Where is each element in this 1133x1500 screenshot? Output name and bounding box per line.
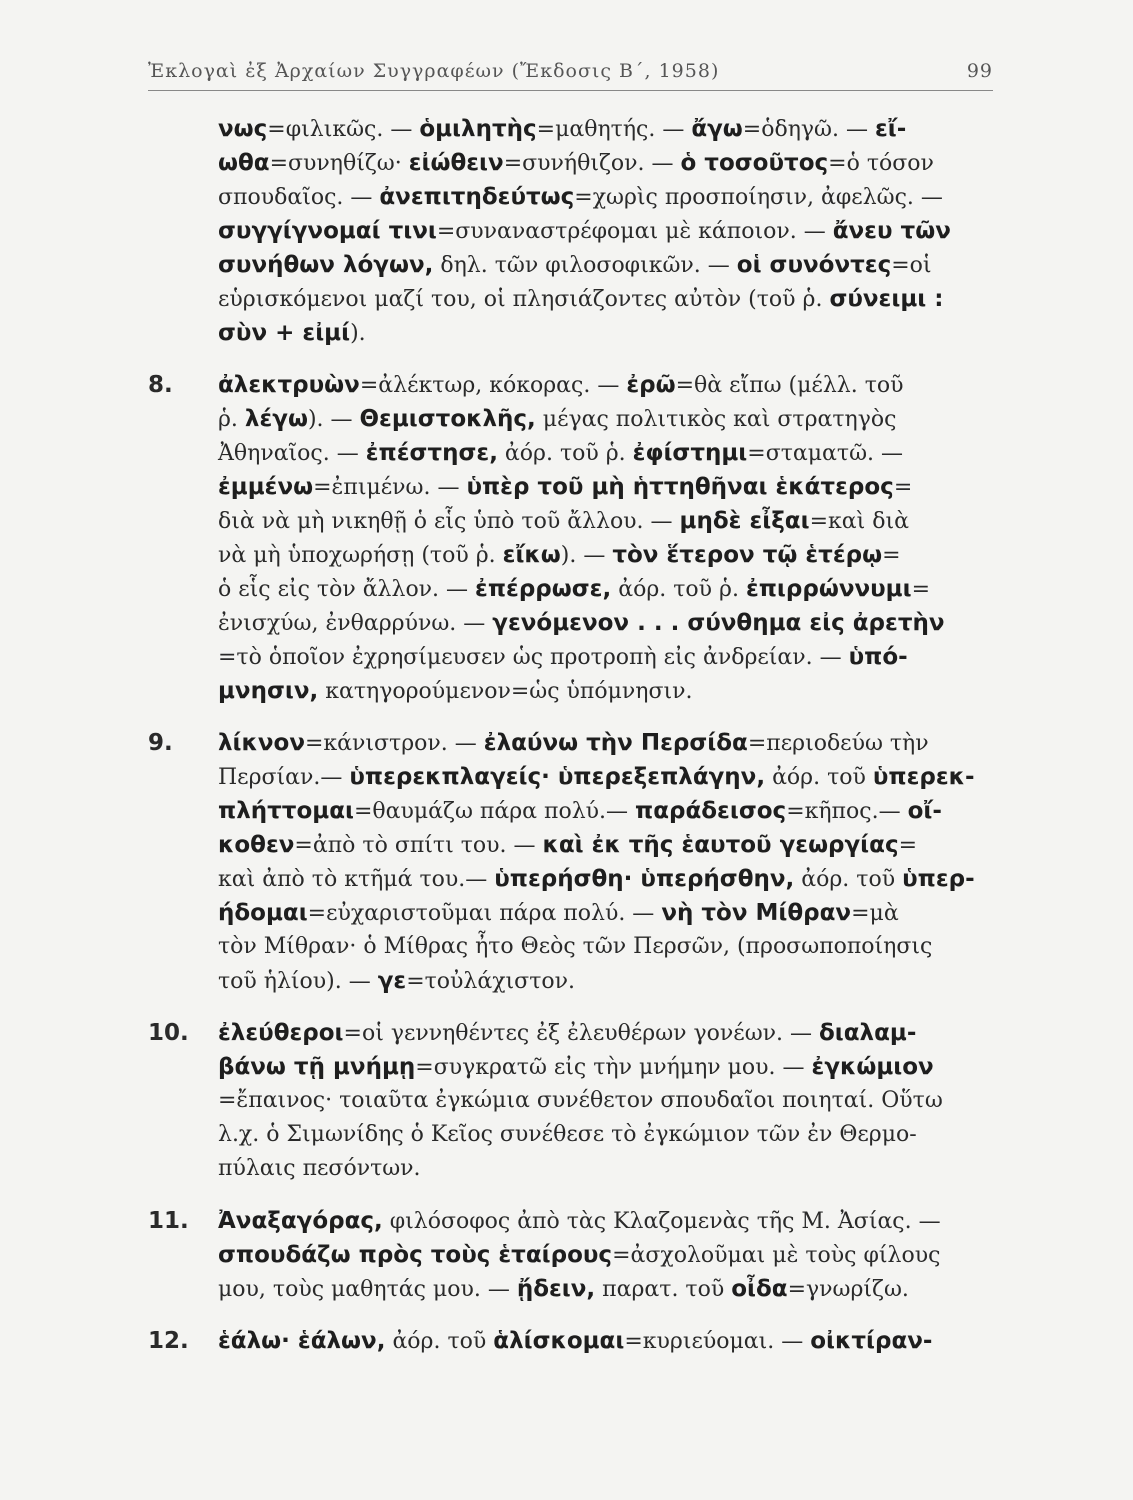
- text-line: [148, 1084, 993, 1118]
- gloss-text: ἐνισχύω, ἐνθαρρύνω. —: [218, 611, 493, 636]
- gloss-text: ἀόρ. τοῦ: [385, 1329, 494, 1354]
- headword: ἐφίστημι: [632, 440, 748, 466]
- gloss-text: ). —: [560, 543, 613, 568]
- gloss-text: κατηγορούμενον=ὡς ὑπόμνησιν.: [318, 679, 693, 704]
- gloss-text: =εὐχαριστοῦμαι πάρα πολύ. —: [307, 901, 662, 926]
- headword: ήδομαι: [218, 900, 308, 926]
- gloss-text: =γνωρίζω.: [787, 1277, 909, 1302]
- text-line: [148, 930, 993, 964]
- entry-number: 12.: [148, 1328, 189, 1354]
- gloss-text: =συναναστρέφομαι μὲ κάποιον. —: [436, 219, 833, 244]
- text-line: [148, 606, 993, 640]
- headword: ἑάλω· ἑάλων,: [218, 1328, 386, 1354]
- gloss-text: =: [882, 543, 901, 568]
- text-line: [148, 112, 993, 146]
- headword: σπουδάζω πρὸς τοὺς ἑταίρους: [218, 1242, 613, 1268]
- headword: μηδὲ εἶξαι: [679, 508, 810, 534]
- text-line: [148, 794, 993, 828]
- gloss-text: =ἀλέκτωρ, κόκορας. —: [359, 373, 627, 398]
- gloss-text: ἀόρ. τοῦ: [794, 867, 903, 892]
- gloss-text: μέγας πολιτικὸς καὶ στρατηγὸς: [535, 407, 897, 432]
- headword: σύνειμι :: [829, 286, 944, 312]
- gloss-text: =κῆπος.—: [786, 799, 908, 824]
- text-line: [148, 214, 993, 248]
- headword: πλήττομαι: [218, 798, 354, 824]
- headword: ἐλεύθεροι: [218, 1020, 344, 1046]
- headword: ἀνεπιτηδεύτως: [379, 184, 575, 210]
- headword: οἱ συνόντες: [736, 252, 892, 278]
- headword: ἐλαύνω τὴν Περσίδα: [483, 730, 748, 756]
- headword: οἴ-: [907, 798, 942, 824]
- running-title: Ἐκλογαὶ ἐξ Ἀρχαίων Συγγραφέων (Ἔκδοσις Β΄, 1958): [148, 60, 720, 82]
- headword: ἐπέστησε,: [365, 440, 498, 466]
- text-line: [148, 1324, 993, 1358]
- headword: παράδεισος: [635, 798, 787, 824]
- text-line: [148, 828, 993, 862]
- entry-gap: [148, 998, 993, 1016]
- headword: ὁμιλητὴς: [419, 116, 537, 142]
- headword: ἐπέρρωσε,: [475, 576, 612, 602]
- headword: ὑπὲρ τοῦ μὴ ἡττηθῆναι ἑκάτερος: [466, 474, 894, 500]
- header-rule: [148, 90, 993, 91]
- headword: σὺν + εἰμί: [218, 320, 351, 346]
- gloss-text: παρατ. τοῦ: [595, 1277, 732, 1302]
- text-line: [148, 674, 993, 708]
- text-line: [148, 180, 993, 214]
- gloss-text: ὁ εἷς εἰς τὸν ἄλλον. —: [218, 577, 476, 602]
- gloss-text: Ἀθηναῖος. —: [218, 441, 366, 466]
- headword: Θεμιστοκλῆς,: [359, 406, 536, 432]
- headword: οἶδα: [731, 1276, 788, 1302]
- headword: γενόμενον . . . σύνθημα εἰς ἀρετὴν: [492, 610, 945, 636]
- entry-number: 8.: [148, 372, 173, 398]
- gloss-text: ἀόρ. τοῦ ῥ.: [611, 577, 746, 602]
- headword: καὶ ἐκ τῆς ἑαυτοῦ γεωργίας: [542, 832, 899, 858]
- gloss-text: =τοὐλάχιστον.: [406, 969, 575, 994]
- headword: ἁλίσκομαι: [493, 1328, 625, 1354]
- headword: διαλαμ-: [818, 1020, 917, 1046]
- gloss-text: =περιοδεύω τὴν: [747, 731, 929, 756]
- gloss-text: =τὸ ὁποῖον ἐχρησίμευσεν ὡς προτροπὴ εἰς ἀνδρείαν. —: [218, 645, 849, 670]
- headword: ὑπερήσθη· ὑπερήσθην,: [494, 866, 795, 892]
- headword: λίκνον: [218, 730, 305, 756]
- gloss-text: =οἱ: [891, 253, 932, 278]
- gloss-text: σπουδαῖος. —: [218, 185, 380, 210]
- headword: κοθεν: [218, 832, 295, 858]
- gloss-text: ῥ.: [218, 407, 245, 432]
- gloss-text: λ.χ. ὁ Σιμωνίδης ὁ Κεῖος συνέθεσε τὸ ἐγκώμιον τῶν ἐν Θερμο-: [218, 1122, 917, 1147]
- text-line: [148, 964, 993, 998]
- gloss-text: =κάνιστρον. —: [305, 731, 484, 756]
- gloss-text: =ὁ τόσον: [828, 151, 934, 176]
- gloss-text: =χωρὶς προσποίησιν, ἀφελῶς. —: [574, 185, 943, 210]
- headword: ἐρῶ: [626, 372, 676, 398]
- headword: ἄγω: [691, 116, 743, 142]
- headword: γε: [377, 968, 407, 994]
- headword: νως: [218, 116, 268, 142]
- running-header: [148, 60, 993, 82]
- headword: ἐγκώμιον: [811, 1054, 934, 1080]
- headword: συνήθων λόγων,: [218, 252, 434, 278]
- headword: τὸν ἕτερον τῷ ἑτέρῳ: [612, 542, 883, 568]
- text-line: [148, 1118, 993, 1152]
- gloss-text: νὰ μὴ ὑποχωρήσῃ (τοῦ ῥ.: [218, 543, 503, 568]
- gloss-text: =οἱ γεννηθέντες ἐξ ἐλευθέρων γονέων. —: [343, 1021, 819, 1046]
- text-line: [148, 248, 993, 282]
- text-line: [148, 640, 993, 674]
- text-line: [148, 1238, 993, 1272]
- headword: μνησιν,: [218, 678, 319, 704]
- headword: ἐπιρρώννυμι: [745, 576, 912, 602]
- gloss-text: =καὶ διὰ: [809, 509, 909, 534]
- gloss-text: διὰ νὰ μὴ νικηθῇ ὁ εἷς ὑπὸ τοῦ ἄλλου. —: [218, 509, 680, 534]
- gloss-text: πύλαις πεσόντων.: [218, 1156, 421, 1181]
- gloss-text: ἀόρ. τοῦ ῥ.: [497, 441, 633, 466]
- headword: ὑπερεκ-: [872, 764, 975, 790]
- text-line: [148, 1050, 993, 1084]
- text-line: [148, 504, 993, 538]
- headword: εἰώθειν: [408, 150, 504, 176]
- text-line: [148, 436, 993, 470]
- entry-gap: [148, 350, 993, 368]
- gloss-text: Περσίαν.—: [218, 765, 350, 790]
- headword: ὑπερ-: [902, 866, 975, 892]
- gloss-text: =μὰ: [851, 901, 899, 926]
- gloss-text: τὸν Μίθραν· ὁ Μίθρας ἦτο Θεὸς τῶν Περσῶν, (προσωποποίησις: [218, 934, 933, 959]
- gloss-text: =συγκρατῶ εἰς τὴν μνήμην μου. —: [415, 1055, 812, 1080]
- glossary-body: [148, 112, 993, 1358]
- gloss-text: ).: [350, 321, 366, 346]
- gloss-text: =θὰ εἴπω (μέλλ. τοῦ: [675, 373, 904, 398]
- headword: ἀλεκτρυὼν: [218, 372, 360, 398]
- headword: εἴκω: [502, 542, 561, 568]
- headword: ωθα: [218, 150, 270, 176]
- headword: συγγίγνομαί τινι: [218, 218, 437, 244]
- gloss-text: =συνηθίζω·: [269, 151, 409, 176]
- gloss-text: =σταματῶ. —: [747, 441, 903, 466]
- gloss-text: εὑρισκόμενοι μαζί του, οἱ πλησιάζοντες αὐτὸν (τοῦ ῥ.: [218, 287, 830, 312]
- text-line: [148, 368, 993, 402]
- gloss-text: καὶ ἀπὸ τὸ κτῆμά του.—: [218, 867, 495, 892]
- gloss-text: =κυριεύομαι. —: [624, 1329, 811, 1354]
- text-line: [148, 146, 993, 180]
- text-line: [148, 316, 993, 350]
- headword: ἄνευ τῶν: [832, 218, 951, 244]
- text-line: [148, 1016, 993, 1050]
- text-line: [148, 896, 993, 930]
- headword: εἴ-: [874, 116, 907, 142]
- entry-gap: [148, 708, 993, 726]
- headword: βάνω τῇ μνήμῃ: [218, 1054, 416, 1080]
- gloss-text: =: [911, 577, 931, 602]
- headword: Ἀναξαγόρας,: [218, 1208, 383, 1234]
- gloss-text: δηλ. τῶν φιλοσοφικῶν. —: [433, 253, 737, 278]
- entry-number: 9.: [148, 730, 173, 756]
- text-line: [148, 282, 993, 316]
- gloss-text: =: [898, 833, 918, 858]
- gloss-text: =μαθητής. —: [536, 117, 692, 142]
- gloss-text: ἀόρ. τοῦ: [765, 765, 873, 790]
- text-line: [148, 402, 993, 436]
- entry-gap: [148, 1306, 993, 1324]
- gloss-text: =ἀπὸ τὸ σπίτι του. —: [294, 833, 543, 858]
- gloss-text: =συνήθιζον. —: [503, 151, 681, 176]
- entry-gap: [148, 1186, 993, 1204]
- text-line: [148, 760, 993, 794]
- gloss-text: =ἀσχολοῦμαι μὲ τοὺς φίλους: [612, 1243, 941, 1268]
- headword: ὑπερεκπλαγείς· ὑπερεξεπλάγην,: [349, 764, 766, 790]
- headword: νὴ τὸν Μίθραν: [661, 900, 852, 926]
- text-line: [148, 572, 993, 606]
- text-line: [148, 1204, 993, 1238]
- headword: λέγω: [244, 406, 308, 432]
- headword: οἰκτίραν-: [810, 1328, 933, 1354]
- gloss-text: =φιλικῶς. —: [267, 117, 420, 142]
- text-line: [148, 862, 993, 896]
- headword: ὑπό-: [848, 644, 908, 670]
- entry-number: 10.: [148, 1020, 189, 1046]
- text-line: [148, 538, 993, 572]
- text-line: [148, 726, 993, 760]
- entry-number: 11.: [148, 1208, 189, 1234]
- headword: ὁ τοσοῦτος: [680, 150, 829, 176]
- gloss-text: ). —: [307, 407, 360, 432]
- text-line: [148, 1152, 993, 1186]
- gloss-text: =θαυμάζω πάρα πολύ.—: [353, 799, 635, 824]
- page-number: 99: [966, 60, 993, 82]
- gloss-text: =ἐπιμένω. —: [313, 475, 467, 500]
- gloss-text: μου, τοὺς μαθητάς μου. —: [218, 1277, 517, 1302]
- gloss-text: φιλόσοφος ἀπὸ τὰς Κλαζομενὰς τῆς Μ. Ἀσίας. —: [382, 1209, 941, 1234]
- headword: ᾔδειν,: [516, 1276, 596, 1302]
- gloss-text: τοῦ ἡλίου). —: [218, 969, 378, 994]
- headword: ἐμμένω: [218, 474, 314, 500]
- gloss-text: =: [893, 475, 913, 500]
- text-line: [148, 1272, 993, 1306]
- text-line: [148, 470, 993, 504]
- gloss-text: =ὁδηγῶ. —: [742, 117, 875, 142]
- gloss-text: =ἔπαινος· τοιαῦτα ἐγκώμια συνέθετον σπουδαῖοι ποιηταί. Οὕτω: [218, 1088, 943, 1113]
